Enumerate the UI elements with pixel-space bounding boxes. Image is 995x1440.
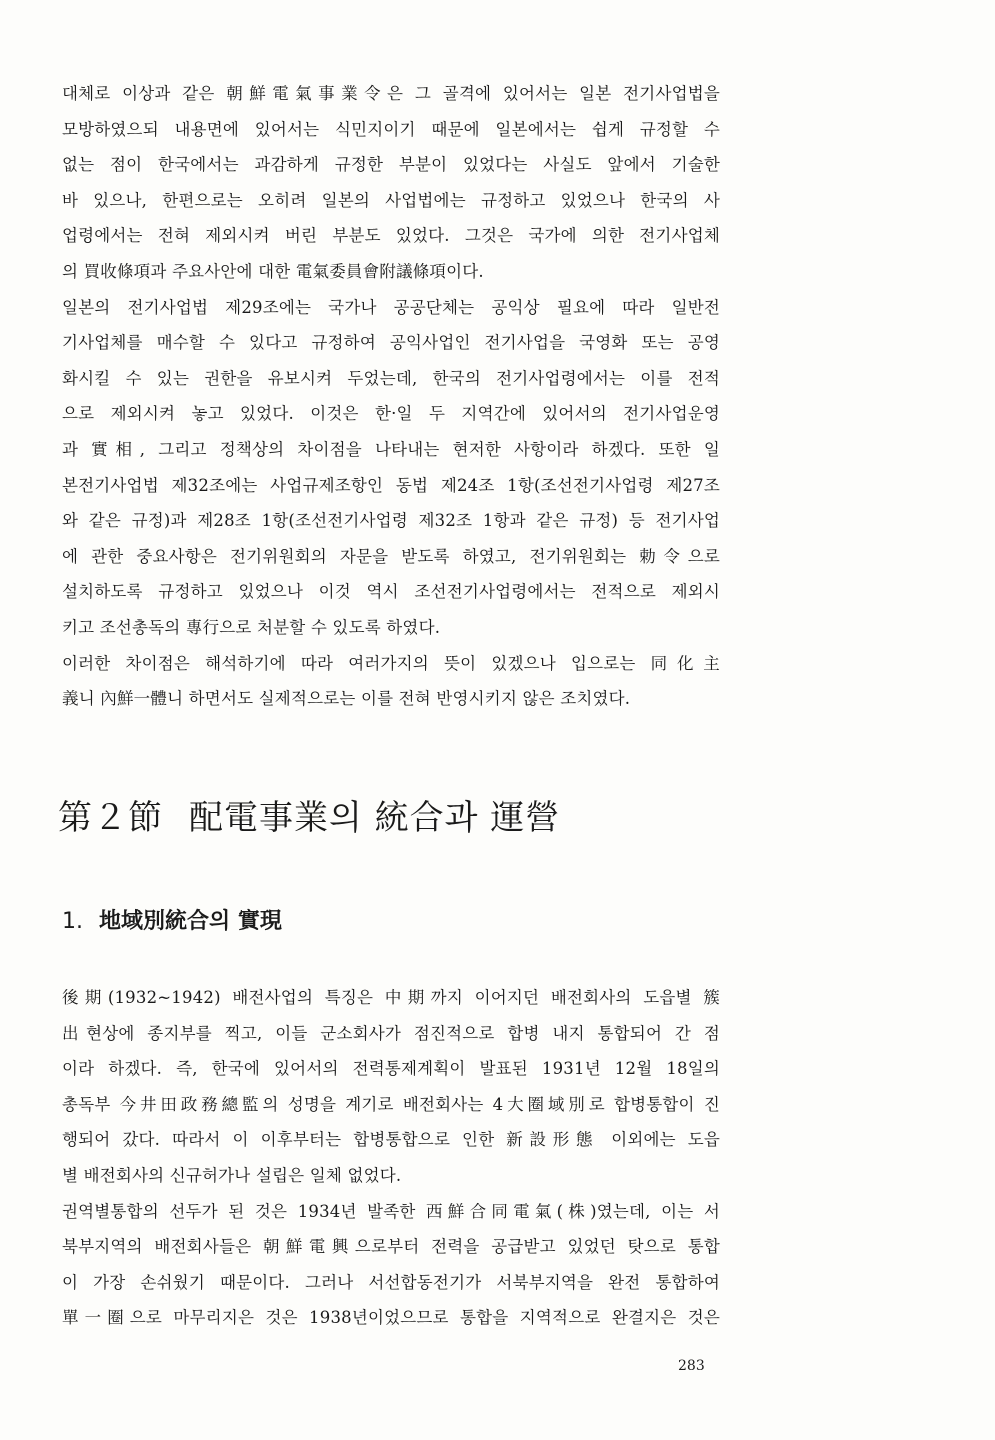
text-line: 單一圈으로 마무리지은 것은 1938년이었으므로 통합을 지역적으로 완결지은 것은 (62, 1308, 720, 1328)
text-line: 에 관한 중요사항은 전기위원회의 자문을 받도록 하였고, 전기위원회는 勅令으로 (62, 546, 720, 566)
text-line: 권역별통합의 선두가 된 것은 1934년 발족한 西鮮合同電氣(株)였는데, 이는 서 (62, 1201, 720, 1221)
text-line: 바 있으나, 한편으로는 오히려 일본의 사업법에는 규정하고 있었으나 한국의 사 (62, 190, 720, 210)
text-line: 별 배전회사의 신규허가나 설립은 일체 없었다. (62, 1165, 402, 1185)
text-line: 義니 內鮮一體니 하면서도 실제적으로는 이를 전혀 반영시키지 않은 조치였다. (62, 689, 631, 709)
text-line: 키고 조선총독의 專行으로 처분할 수 있도록 하였다. (62, 617, 441, 637)
subsection-number: 1. (62, 909, 83, 934)
section-heading (58, 790, 560, 839)
text-line: 북부지역의 배전회사들은 朝鮮電興으로부터 전력을 공급받고 있었던 탓으로 통합 (62, 1237, 720, 1257)
text-line: 와 같은 규정)과 제28조 1항(조선전기사업령 제32조 1항과 같은 규정) 등 전기사업 (62, 511, 720, 531)
text-line: 의 買收條項과 주요사안에 대한 電氣委員會附議條項이다. (62, 261, 484, 281)
text-line: 대체로 이상과 같은 朝鮮電氣事業令은 그 골격에 있어서는 일본 전기사업법을 (62, 84, 720, 103)
text-line: 본전기사업법 제32조에는 사업규제조항인 동법 제24조 1항(조선전기사업령 제27조 (62, 475, 720, 495)
section-title: 配電事業의 統合과 運營 (189, 798, 561, 838)
subsection-heading (62, 904, 282, 935)
section-number: 第２節 (58, 798, 163, 838)
text-line: 일본의 전기사업법 제29조에는 국가나 공공단체는 공익상 필요에 따라 일반전 (62, 297, 720, 317)
text-line: 이 가장 손쉬웠기 때문이다. 그러나 서선합동전기가 서북부지역을 완전 통합하여 (62, 1272, 720, 1292)
page-number: 283 (678, 1358, 705, 1374)
subsection-title: 地域別統合의 實現 (99, 909, 282, 934)
text-line: 모방하였으되 내용면에 있어서는 식민지이기 때문에 일본에서는 쉽게 규정할 수 (62, 119, 720, 139)
body-text-block-1 (62, 76, 720, 717)
text-line: 이러한 차이점은 해석하기에 따라 여러가지의 뜻이 있겠으나 입으로는 同化主 (62, 653, 720, 673)
text-line: 업령에서는 전혀 제외시켜 버린 부분도 있었다. 그것은 국가에 의한 전기사업체 (62, 226, 720, 246)
text-line: 총독부 今井田政務總監의 성명을 계기로 배전회사는 4大圈域別로 합병통합이 진 (62, 1094, 720, 1114)
text-line: 설치하도록 규정하고 있었으나 이것 역시 조선전기사업령에서는 전적으로 제외시 (62, 582, 720, 602)
text-line: 出현상에 종지부를 찍고, 이들 군소회사가 점진적으로 합병 내지 통합되어 간 점 (62, 1023, 720, 1043)
text-line: 이라 하겠다. 즉, 한국에 있어서의 전력통제계획이 발표된 1931년 12월 18일의 (62, 1059, 720, 1079)
text-line: 으로 제외시켜 놓고 있었다. 이것은 한·일 두 지역간에 있어서의 전기사업운영 (62, 404, 720, 424)
text-line: 없는 점이 한국에서는 과감하게 규정한 부분이 있었다는 사실도 앞에서 기술한 (62, 155, 720, 175)
text-line: 기사업체를 매수할 수 있다고 규정하여 공익사업인 전기사업을 국영화 또는 공영 (62, 333, 720, 353)
text-line: 행되어 갔다. 따라서 이 이후부터는 합병통합으로 인한 新設形態 이외에는 도읍 (62, 1130, 720, 1150)
text-line: 화시킬 수 있는 권한을 유보시켜 두었는데, 한국의 전기사업령에서는 이를 전적 (62, 368, 720, 388)
body-text-block-2 (62, 980, 720, 1336)
text-line: 後期(1932~1942) 배전사업의 특징은 中期까지 이어지던 배전회사의 도읍별 簇 (62, 988, 720, 1007)
text-line: 과 實相, 그리고 정책상의 차이점을 나타내는 현저한 사항이라 하겠다. 또한 일 (62, 439, 720, 459)
